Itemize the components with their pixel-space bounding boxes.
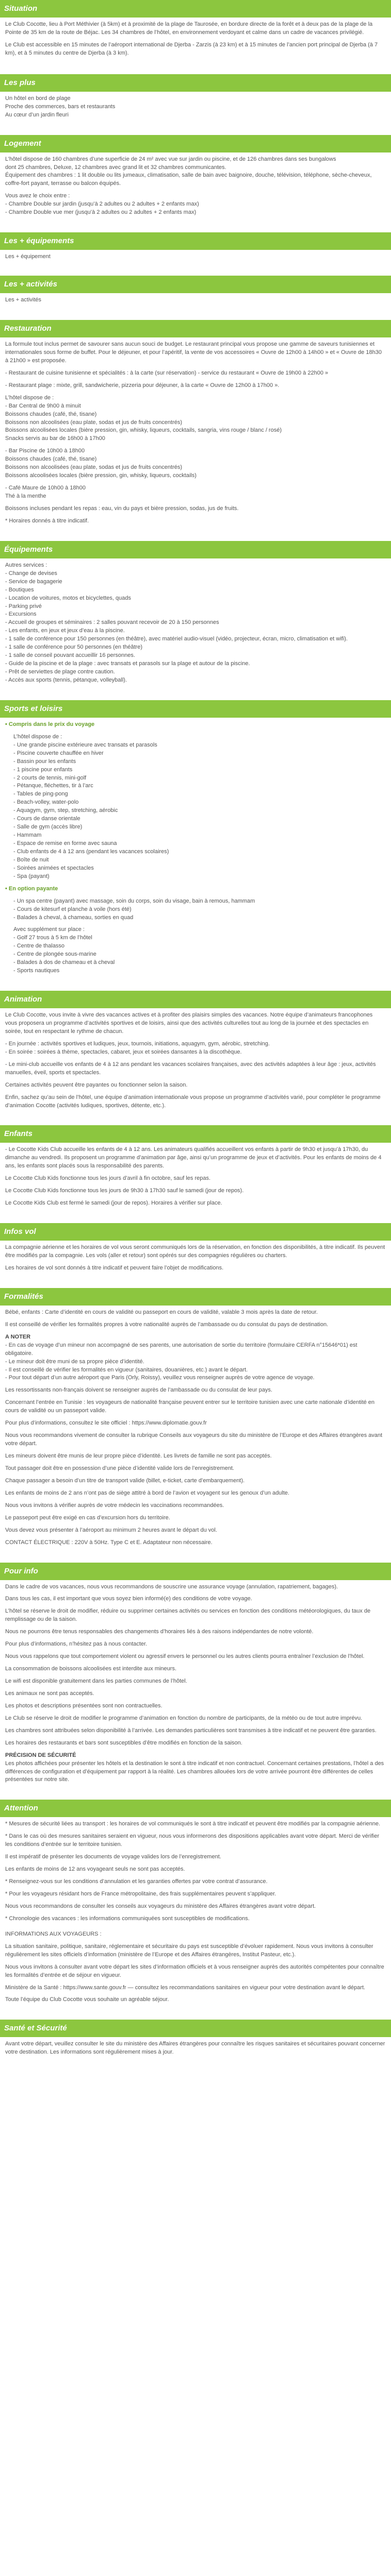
paragraph: Boissons incluses pendant les repas : eau, vin du pays et bière pression, sodas, jus de fruits. bbox=[5, 505, 239, 512]
paragraph: Les enfants de moins de 12 ans voyageant seuls ne sont pas acceptés. bbox=[5, 1866, 185, 1873]
section-title: Situation bbox=[4, 4, 38, 13]
paragraph: * Chronologie des vacances : les informations communiquées sont susceptibles de modifications. bbox=[5, 1915, 250, 1922]
paragraph: Boissons non alcoolisées (eau plate, sodas et jus de fruits concentrés) bbox=[5, 464, 183, 471]
paragraph: L’hôtel dispose de 160 chambres d’une superficie de 24 m² avec vue sur jardin ou piscine, et de 126 chambres dans ses bungalows bbox=[5, 156, 336, 162]
paragraph: * Dans le cas où des mesures sanitaires seraient en vigueur, nous vous informerons des dispositions applicables avant votre départ. Merci de vérifier les conditions d’entrée sur le territoire tunisien. bbox=[5, 1833, 380, 1848]
section-header bbox=[0, 1288, 391, 1306]
section-equipements-detail bbox=[0, 541, 391, 700]
paragraph: Nous ne pourrons être tenus responsables des changements d’horaires liés à des raisons indépendantes de notre volonté. bbox=[5, 1629, 314, 1635]
paragraph: Au cœur d’un jardin fleuri bbox=[5, 111, 69, 118]
paragraph: - 1 piscine pour enfants bbox=[13, 766, 73, 773]
paragraph: - Tables de ping-pong bbox=[13, 791, 68, 798]
paragraph: - Bar Piscine de 10h00 à 18h00 bbox=[5, 448, 85, 454]
paragraph: - Hammam bbox=[13, 832, 42, 839]
paragraph: Chaque passager a besoin d’un titre de transport valide (billet, e-ticket, carte d’embarquement). bbox=[5, 1477, 245, 1484]
section-title: Santé et Sécurité bbox=[4, 2024, 67, 2033]
section-body bbox=[0, 1820, 391, 1923]
paragraph: - Guide de la piscine et de la plage : avec transats et parasols sur la plage et autour de la piscine. bbox=[5, 660, 250, 667]
paragraph: - Pétanque, fléchettes, tir à l’arc bbox=[13, 783, 93, 789]
paragraph: Autres services : bbox=[5, 562, 47, 568]
section-body bbox=[0, 296, 391, 304]
paragraph: Thé à la menthe bbox=[5, 493, 46, 499]
section-header bbox=[0, 2020, 391, 2037]
paragraph: - Un spa centre (payant) avec massage, soin du corps, soin du visage, bain à remous, hammam bbox=[13, 897, 255, 904]
paragraph: L’hôtel dispose de : bbox=[5, 394, 54, 401]
paragraph: - Pour tout départ d’un autre aéroport que Paris (Orly, Roissy), veuillez vous renseigner auprès de votre agence de voyage. bbox=[5, 1375, 315, 1381]
paragraph: Les + activités bbox=[5, 297, 42, 303]
paragraph: Dans le cadre de vos vacances, nous vous recommandons de souscrire une assurance voyage (annulation, rapatriement, bagages). bbox=[5, 1583, 338, 1590]
paragraph: Ministère de la Santé : https://www.sante.gouv.fr — consultez les recommandations sanitaires en vigueur pour votre destination avant le départ. bbox=[5, 1984, 366, 1991]
paragraph: CONTACT ÉLECTRIQUE : 220V à 50Hz. Type C et E. Adaptateur non nécessaire. bbox=[5, 1539, 213, 1546]
paragraph: La situation sanitaire, politique, sanitaire, réglementaire et sécuritaire du pays est susceptible d’évoluer rapidement. Nous vous invitons à consulter régulièrement les sites officiels d’information (ministère de l’Europe et des Affaires étrangères, Institut Pasteur, etc.). bbox=[5, 1943, 373, 1958]
section-title: Attention bbox=[4, 1804, 38, 1813]
paragraph: Les animaux ne sont pas acceptés. bbox=[5, 1690, 94, 1697]
paragraph: - Le mini-club accueille vos enfants de 4 à 12 ans pendant les vacances scolaires françaises, avec des activités adaptées à leur âge : jeux, activités manuelles, éveil, sports et spectacles. bbox=[5, 1061, 376, 1076]
section-plan bbox=[0, 74, 391, 135]
paragraph: - Soirées animées et spectacles bbox=[13, 865, 94, 871]
paragraph: - Boîte de nuit bbox=[13, 856, 49, 863]
subheading: • Compris dans le prix du voyage bbox=[5, 721, 95, 727]
section-body bbox=[0, 1309, 391, 1547]
paragraph: * Horaires donnés à titre indicatif. bbox=[5, 517, 89, 524]
paragraph: Nous vous recommandons vivement de consulter la rubrique Conseils aux voyageurs du site du ministère de l’Europe et des Affaires étrangères avant votre départ. bbox=[5, 1432, 383, 1447]
section-title: Restauration bbox=[4, 324, 52, 333]
paragraph: Nous vous recommandons de consulter les conseils aux voyageurs du ministère des Affaires étrangères avant votre départ. bbox=[5, 1903, 316, 1909]
paragraph: Pour plus d’informations, consultez le site officiel : https://www.diplomatie.gouv.fr bbox=[5, 1420, 207, 1427]
paragraph: La consommation de boissons alcoolisées est interdite aux mineurs. bbox=[5, 1666, 177, 1672]
paragraph: Les + équipement bbox=[5, 253, 51, 260]
section-title: Les + activités bbox=[4, 280, 57, 289]
section-header bbox=[0, 1125, 391, 1143]
paragraph: INFORMATIONS AUX VOYAGEURS : bbox=[5, 1930, 102, 1937]
section-header bbox=[0, 320, 391, 337]
paragraph: - Cours de danse orientale bbox=[13, 816, 80, 822]
paragraph: - 1 salle de conseil pouvant accueillir 16 personnes. bbox=[5, 652, 135, 659]
paragraph: - Parking privé bbox=[5, 603, 42, 609]
paragraph: Il est conseillé de vérifier les formalités propres à votre nationalité auprès de l’ambassade ou du consulat du pays de destination. bbox=[5, 1321, 329, 1328]
paragraph: - En cas de voyage d’un mineur non accompagné de ses parents, une autorisation de sortie du territoire (formulaire CERFA n°15646*01) est obligatoire. bbox=[5, 1342, 357, 1357]
section-body bbox=[0, 1146, 391, 1208]
paragraph: - Balades à cheval, à chameau, sorties en quad bbox=[13, 914, 134, 921]
paragraph: - Espace de remise en forme avec sauna bbox=[13, 840, 117, 846]
section-title: Formalités bbox=[4, 1292, 43, 1301]
paragraph: - Location de voitures, motos et bicyclettes, quads bbox=[5, 595, 131, 601]
paragraph: Nous vous invitons à consulter avant votre départ les sites d’information officiels et à vous renseigner auprès des autorités compétentes pour connaître les formalités d’entrée et de séjour en vigueur. bbox=[5, 1963, 384, 1978]
paragraph: - Bar Central de 9h00 à minuit bbox=[5, 402, 81, 409]
paragraph: - Prêt de serviettes de plage contre caution. bbox=[5, 669, 115, 675]
paragraph: Enfin, sachez qu’au sein de l’hôtel, une équipe d’animation internationale vous propose un programme d’activités varié, pour compléter le programme d’animation Cocotte (activités ludiques, sportives, détente, etc.). bbox=[5, 1094, 381, 1109]
section-header bbox=[0, 0, 391, 18]
paragraph: - Club enfants de 4 à 12 ans (pendant les vacances scolaires) bbox=[13, 848, 169, 855]
paragraph: La formule tout inclus permet de savourer sans aucun souci de budget. Le restaurant principal vous propose une gamme de saveurs tunisiennes et internationales sous forme de buffet. Pour le déjeuner, et pour l’apéritif, la vente de vos accessoires « Ouvre de 12h00 à 14h00 » et « Ouvre de 18h30 à 21h00 » est proposée. bbox=[5, 341, 382, 364]
section-body bbox=[0, 21, 391, 58]
paragraph: Boissons chaudes (café, thé, tisane) bbox=[5, 411, 97, 417]
section-pour-info bbox=[0, 1563, 391, 1800]
paragraph: - Sports nautiques bbox=[13, 968, 60, 974]
section-title: Pour info bbox=[4, 1566, 38, 1575]
section-title: Les + équipements bbox=[4, 236, 74, 246]
paragraph: - En journée : activités sportives et ludiques, jeux, tournois, initiations, aquagym, gym, aérobic, stretching. bbox=[5, 1040, 270, 1047]
subheading: • En option payante bbox=[5, 885, 58, 892]
section-header bbox=[0, 74, 391, 92]
subheading: A NOTER bbox=[5, 1333, 31, 1340]
paragraph: Le Club se réserve le droit de modifier le programme d’animation en fonction du nombre de participants, de la météo ou de tout autre imprévu. bbox=[5, 1715, 363, 1721]
paragraph: Bébé, enfants : Carte d’identité en cours de validité ou passeport en cours de validité, valable 3 mois après la date de retour. bbox=[5, 1309, 318, 1315]
paragraph: dont 25 chambres, Deluxe, 12 chambres avec grand lit et 32 chambres communicantes. bbox=[5, 164, 226, 171]
paragraph: Le Cocotte Club Kids fonctionne tous les jours de 9h30 à 17h30 sauf le samedi (jour de repos). bbox=[5, 1188, 244, 1194]
paragraph: - Il est conseillé de vérifier les formalités en vigueur (sanitaires, douanières, etc.) avant le départ. bbox=[5, 1366, 248, 1373]
section-header bbox=[0, 135, 391, 152]
section-body bbox=[0, 341, 391, 526]
paragraph: - Change de devises bbox=[5, 570, 57, 577]
paragraph: - Boutiques bbox=[5, 586, 34, 593]
paragraph: - Beach-volley, water-polo bbox=[13, 799, 79, 806]
paragraph: Le wifi est disponible gratuitement dans les parties communes de l’hôtel. bbox=[5, 1678, 187, 1684]
paragraph: Proche des commerces, bars et restaurants bbox=[5, 103, 116, 110]
section-infos-vol bbox=[0, 1223, 391, 1288]
paragraph: Le passeport peut être exigé en cas d’excursion hors du territoire. bbox=[5, 1514, 170, 1521]
section-body bbox=[0, 1011, 391, 1110]
section-body bbox=[0, 1583, 391, 1785]
paragraph: - 1 salle de conférence pour 50 personnes (en théâtre) bbox=[5, 644, 142, 651]
section-situation bbox=[0, 0, 391, 74]
paragraph: Avec supplément sur place : bbox=[13, 926, 85, 933]
section-logement bbox=[0, 135, 391, 233]
section-header bbox=[0, 1800, 391, 1817]
section-header bbox=[0, 1563, 391, 1580]
section-title: Enfants bbox=[4, 1129, 33, 1139]
paragraph: - Café Maure de 10h00 à 18h00 bbox=[5, 485, 86, 492]
paragraph: Certaines activités peuvent être payantes ou fonctionner selon la saison. bbox=[5, 1081, 188, 1088]
section-attention bbox=[0, 1800, 391, 2020]
paragraph: - Spa (payant) bbox=[13, 873, 50, 879]
paragraph: * Pour les voyageurs résidant hors de France métropolitaine, des frais supplémentaires peuvent s’appliquer. bbox=[5, 1891, 276, 1897]
paragraph: - Centre de plongée sous-marine bbox=[13, 951, 96, 958]
paragraph: - Chambre Double sur jardin (jusqu’à 2 adultes ou 2 adultes + 2 enfants max) bbox=[5, 201, 199, 208]
paragraph: - Excursions bbox=[5, 611, 37, 618]
section-body-extra bbox=[0, 1930, 391, 2005]
paragraph: Dans tous les cas, il est important que vous soyez bien informé(e) des conditions de votre voyage. bbox=[5, 1596, 252, 1602]
section-header bbox=[0, 700, 391, 718]
paragraph: - Accueil de groupes et séminaires : 2 salles pouvant recevoir de 20 à 150 personnes bbox=[5, 619, 219, 626]
paragraph: Les mineurs doivent être munis de leur propre pièce d’identité. Les livrets de famille ne sont pas acceptés. bbox=[5, 1453, 272, 1459]
section-activites bbox=[0, 276, 391, 320]
paragraph: - 1 salle de conférence pour 150 personnes (en théâtre), avec matériel audio-visuel (vidéo, projecteur, écran, micro, climatisation et wifi). bbox=[5, 636, 348, 642]
section-body bbox=[0, 1244, 391, 1273]
paragraph: Vous avez le choix entre : bbox=[5, 193, 70, 199]
section-header bbox=[0, 276, 391, 293]
paragraph: - Service de bagagerie bbox=[5, 578, 62, 585]
paragraph: - Restaurant plage : mixte, grill, sandwicherie, pizzeria pour déjeuner, à la carte « Ouvre de 12h00 à 17h00 ». bbox=[5, 382, 280, 388]
section-body bbox=[0, 253, 391, 261]
paragraph: L’hôtel se réserve le droit de modifier, réduire ou supprimer certaines activités ou services en fonction des conditions météorologiques, du taux de remplissage ou de la saison. bbox=[5, 1608, 371, 1623]
paragraph: Le Cocotte Club Kids fonctionne tous les jours d’avril à fin octobre, sauf les repas. bbox=[5, 1175, 211, 1182]
paragraph: Toute l’équipe du Club Cocotte vous souhaite un agréable séjour. bbox=[5, 1996, 169, 2003]
paragraph: Concernant l’entrée en Tunisie : les voyageurs de nationalité française peuvent entrer sur le territoire tunisien avec une carte nationale d’identité en cours de validité ou un passeport valide. bbox=[5, 1399, 375, 1414]
paragraph: Avant votre départ, veuillez consulter le site du ministère des Affaires étrangères pour connaître les risques sanitaires et sécuritaires pouvant concerner votre destination. Les informations sont régulièrement mises à jour. bbox=[5, 2041, 385, 2056]
paragraph: - 2 courts de tennis, mini-golf bbox=[13, 774, 87, 781]
paragraph: Pour plus d’informations, n’hésitez pas à nous contacter. bbox=[5, 1641, 148, 1648]
section-body bbox=[0, 156, 391, 217]
paragraph: Nous vous rappelons que tout comportement violent ou agressif envers le personnel ou les autres clients pourra entraîner l’exclusion de l’hôtel. bbox=[5, 1653, 365, 1660]
section-body bbox=[0, 562, 391, 685]
section-enfants bbox=[0, 1125, 391, 1223]
section-body bbox=[0, 721, 391, 975]
paragraph: Le Cocotte Kids Club est fermé le samedi (jour de repos). Horaires à vérifier sur place. bbox=[5, 1200, 222, 1207]
section-title: Infos vol bbox=[4, 1227, 36, 1236]
paragraph: Boissons alcoolisées locales (bière pression, gin, whisky, liqueurs, cocktails) bbox=[5, 472, 197, 479]
paragraph: Les horaires de vol sont donnés à titre indicatif et peuvent faire l’objet de modifications. bbox=[5, 1264, 224, 1271]
section-body bbox=[0, 2040, 391, 2057]
paragraph: - Centre de thalasso bbox=[13, 943, 65, 950]
paragraph: - Accès aux sports (tennis, pétanque, volleyball). bbox=[5, 676, 127, 683]
paragraph: Les chambres sont attribuées selon disponibilité à l’arrivée. Les demandes particulières sont transmises à titre indicatif et ne peuvent être garanties. bbox=[5, 1727, 377, 1734]
paragraph: - Les enfants, en jeux et jeux d’eau à la piscine. bbox=[5, 628, 125, 634]
paragraph: Un hôtel en bord de plage bbox=[5, 95, 71, 101]
paragraph: - Piscine couverte chauffée en hiver bbox=[13, 750, 104, 756]
paragraph: Équipement des chambres : 1 lit double ou lits jumeaux, climatisation, salle de bain avec baignoire, douche, télévision, téléphone, sèche-cheveux, coffre-fort payant, terrasse ou balcon équipés. bbox=[5, 172, 372, 187]
paragraph: * Mesures de sécurité liées au transport : les horaires de vol communiqués le sont à titre indicatif et peuvent être modifiés par la compagnie aérienne. bbox=[5, 1821, 380, 1827]
paragraph: Boissons non alcoolisées (eau plate, sodas et jus de fruits concentrés) bbox=[5, 419, 183, 426]
paragraph: - Restaurant de cuisine tunisienne et spécialités : à la carte (sur réservation) - service du restaurant « Ouvre de 19h00 à 22h00 » bbox=[5, 369, 329, 376]
section-title: Animation bbox=[4, 995, 42, 1004]
section-header bbox=[0, 991, 391, 1008]
paragraph: Les photos affichées pour présenter les hôtels et la destination le sont à titre indicatif et non contractuel. Concernant certaines prestations, l’hôtel a des différences de configuration et d’équipement par rapport à la réalité. Les chambres allouées lors de votre arrivée pourront être différentes de celles présentées sur notre site. bbox=[5, 1760, 384, 1783]
paragraph: Le Club est accessible en 15 minutes de l’aéroport international de Djerba - Zarzis (à 23 km) et à 15 minutes de l’ancien port principal de Djerba (à 7 km), et à 5 minutes du centre de Djerba (à 3 km). bbox=[5, 41, 378, 56]
section-sante bbox=[0, 2020, 391, 2057]
section-body bbox=[0, 95, 391, 120]
paragraph: - En soirée : soirées à thème, spectacles, cabaret, jeux et soirées dansantes à la discothèque. bbox=[5, 1048, 242, 1055]
paragraph: - Golf 27 trous à 5 km de l’hôtel bbox=[13, 935, 92, 941]
paragraph: L’hôtel dispose de : bbox=[13, 733, 62, 740]
section-header bbox=[0, 1223, 391, 1241]
section-title: Logement bbox=[4, 139, 41, 148]
section-animation bbox=[0, 991, 391, 1125]
section-formalites bbox=[0, 1288, 391, 1563]
paragraph: - Salle de gym (accès libre) bbox=[13, 824, 83, 831]
paragraph: - Le mineur doit être muni de sa propre pièce d’identité. bbox=[5, 1358, 144, 1365]
section-equipements bbox=[0, 232, 391, 276]
paragraph: - Le Cocotte Kids Club accueille les enfants de 4 à 12 ans. Les animateurs qualifiés accueillent vos enfants à partir de 9h30 et jusqu’à 17h30, du dimanche au vendredi. Ils proposent un programme d’animation par âge, ainsi qu’un programme de jeux et d’activités. Pour les enfants de moins de 4 ans, les enfants sont placés sous la responsabilité des parents. bbox=[5, 1146, 382, 1170]
section-title: Équipements bbox=[4, 545, 53, 554]
paragraph: - Balades à dos de chameau et à cheval bbox=[13, 959, 115, 966]
paragraph: - Chambre Double vue mer (jusqu’à 2 adultes ou 2 adultes + 2 enfants max) bbox=[5, 209, 197, 216]
paragraph: Les horaires des restaurants et bars sont susceptibles d’être modifiés en fonction de la saison. bbox=[5, 1739, 242, 1746]
section-title: Sports et loisirs bbox=[4, 704, 63, 713]
paragraph: Snacks servis au bar de 16h00 à 17h00 bbox=[5, 435, 105, 442]
paragraph: Le Club Cocotte, lieu à Port Méthivier (à 5km) et à proximité de la plage de Taurosée, en bordure directe de la forêt et à deux pas de la plage de la Pointe de 35 km de la route de Béjac. Les 34 chambres de l’hôtel, en environnement verdoyant et calme dans un cadre de vacances privilégié. bbox=[5, 21, 373, 36]
paragraph: Nous vous invitons à vérifier auprès de votre médecin les vaccinations recommandées. bbox=[5, 1502, 224, 1509]
paragraph: La compagnie aérienne et les horaires de vol vous seront communiqués lors de la réservation, en fonction des disponibilités, à titre indicatif. Ils peuvent être modifiés par la compagnie. Les vols (aller et retour) sont opérés sur des compagnies régulières ou charters. bbox=[5, 1244, 385, 1259]
paragraph: Vous devez vous présenter à l’aéroport au minimum 2 heures avant le départ du vol. bbox=[5, 1527, 217, 1533]
paragraph: Boissons chaudes (café, thé, tisane) bbox=[5, 456, 97, 463]
paragraph: - Aquagym, gym, step, stretching, aérobic bbox=[13, 807, 118, 814]
section-title: Les plus bbox=[4, 78, 36, 87]
section-sports bbox=[0, 700, 391, 991]
subheading: PRÉCISION DE SÉCURITÉ bbox=[5, 1752, 76, 1758]
paragraph: - Cours de kitesurf et planche à voile (hors été) bbox=[13, 906, 132, 912]
paragraph: - Une grande piscine extérieure avec transats et parasols bbox=[13, 741, 157, 748]
section-header bbox=[0, 541, 391, 558]
paragraph: Tout passager doit être en possession d’une pièce d’identité valide lors de l’enregistrement. bbox=[5, 1465, 234, 1471]
paragraph: Les enfants de moins de 2 ans n’ont pas de siège attitré à bord de l’avion et voyagent sur les genoux d’un adulte. bbox=[5, 1489, 289, 1496]
paragraph: Les ressortissants non-français doivent se renseigner auprès de l’ambassade ou du consulat de leur pays. bbox=[5, 1387, 272, 1394]
section-header bbox=[0, 232, 391, 250]
paragraph: Les photos et descriptions présentées sont non contractuelles. bbox=[5, 1702, 162, 1709]
section-restauration bbox=[0, 320, 391, 541]
paragraph: Le Club Cocotte, vous invite à vivre des vacances actives et à profiter des plaisirs simples des vacances. Notre équipe d’animateurs francophones vous proposera un programme d’activités sportives et de loisirs, ainsi que des activités culturelles tout au long de la journée et des spectacles en soirée, tout en respectant le rythme de chacun. bbox=[5, 1012, 373, 1035]
paragraph: * Renseignez-vous sur les conditions d’annulation et les garanties offertes par votre contrat d’assurance. bbox=[5, 1878, 268, 1885]
paragraph: Il est impératif de présenter les documents de voyage valides lors de l’enregistrement. bbox=[5, 1854, 221, 1860]
paragraph: - Bassin pour les enfants bbox=[13, 758, 76, 765]
paragraph: Boissons alcoolisées locales (bière pression, gin, whisky, liqueurs, cocktails, sangria, vins rouge / blanc / rosé) bbox=[5, 427, 282, 434]
